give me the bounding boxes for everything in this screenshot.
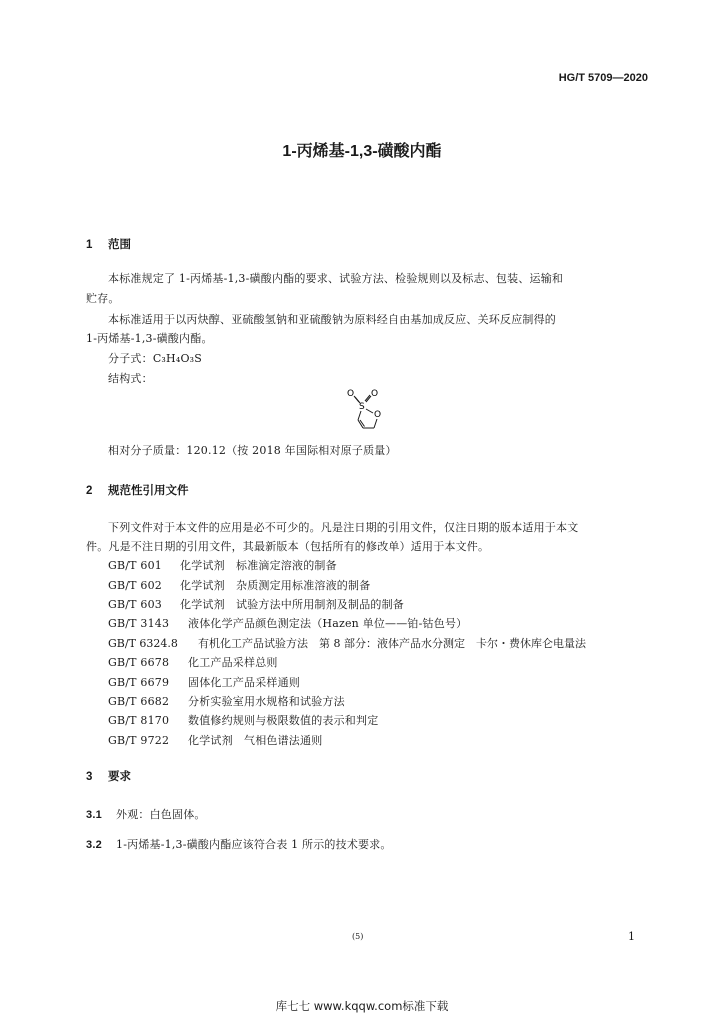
reference-code: GB/T 8170 xyxy=(108,714,170,727)
download-watermark: 库七七 www.kqqw.com标准下载 xyxy=(275,999,449,1013)
reference-title: 有机化工产品试验方法 第 8 部分：液体产品水分测定 卡尔・费休库仑电量法 xyxy=(198,637,586,650)
reference-code: GB/T 601 xyxy=(108,559,163,572)
structural-formula xyxy=(336,384,396,434)
clause-3-2 xyxy=(86,836,392,852)
clause-3-1 xyxy=(86,806,206,822)
reference-title: 化工产品采样总则 xyxy=(188,656,278,669)
section-number: 2 xyxy=(86,485,93,497)
scope-paragraph-2-line-1: 本标准适用于以丙炔醇、亚硫酸氢钠和亚硫酸钠为原料经自由基加成反应、关环反应制得的 xyxy=(108,313,556,326)
reference-code: GB/T 602 xyxy=(108,579,163,592)
reference-item xyxy=(108,732,322,748)
reference-title: 分析实验室用水规格和试验方法 xyxy=(188,695,345,708)
section-number: 1 xyxy=(86,239,93,251)
references-intro-line-2: 件。凡是不注日期的引用文件，其最新版本（包括所有的修改单）适用于本文件。 xyxy=(86,540,490,553)
reference-item xyxy=(108,635,586,651)
section-title: 规范性引用文件 xyxy=(108,485,189,497)
clause-number: 3.2 xyxy=(86,839,102,851)
atom-oxygen-ring: O xyxy=(374,410,382,420)
reference-item xyxy=(108,596,404,612)
header-standard-code: HG/T 5709—2020 xyxy=(558,72,648,84)
references-intro-line-1: 下列文件对于本文件的应用是必不可少的。凡是注日期的引用文件，仅注日期的版本适用于本文 xyxy=(108,521,579,534)
reference-code: GB/T 6679 xyxy=(108,676,170,689)
section-title: 要求 xyxy=(108,771,131,783)
reference-item xyxy=(108,557,337,573)
reference-title: 化学试剂 杂质测定用标准溶液的制备 xyxy=(180,579,371,592)
sheet-marker: (5) xyxy=(352,932,364,941)
atom-oxygen-right: O xyxy=(371,389,379,399)
reference-code: GB/T 9722 xyxy=(108,734,170,747)
page-number: 1 xyxy=(628,930,635,943)
reference-title: 固体化工产品采样通则 xyxy=(188,676,300,689)
reference-item xyxy=(108,615,467,631)
reference-title: 液体化学产品颜色测定法（Hazen 单位——铂-钴色号） xyxy=(188,617,468,630)
clause-text: 外观：白色固体。 xyxy=(116,808,206,821)
section-3-heading xyxy=(86,768,131,784)
reference-code: GB/T 6682 xyxy=(108,695,170,708)
scope-paragraph-1-line-1: 本标准规定了 1-丙烯基-1,3-磺酸内酯的要求、试验方法、检验规则以及标志、包装、运输和 xyxy=(108,272,564,285)
atom-sulfur: S xyxy=(359,402,365,412)
reference-item xyxy=(108,693,345,709)
reference-title: 化学试剂 试验方法中所用制剂及制品的制备 xyxy=(180,598,404,611)
reference-code: GB/T 603 xyxy=(108,598,163,611)
scope-paragraph-2-line-2: 1-丙烯基-1,3-磺酸内酯。 xyxy=(86,332,213,345)
reference-title: 化学试剂 标准滴定溶液的制备 xyxy=(180,559,337,572)
clause-text: 1-丙烯基-1,3-磺酸内酯应该符合表 1 所示的技术要求。 xyxy=(116,838,392,851)
reference-item xyxy=(108,654,278,670)
relative-molecular-mass: 相对分子质量：120.12（按 2018 年国际相对原子质量） xyxy=(108,444,397,457)
reference-code: GB/T 3143 xyxy=(108,617,170,630)
reference-item xyxy=(108,674,300,690)
reference-title: 数值修约规则与极限数值的表示和判定 xyxy=(188,714,379,727)
section-number: 3 xyxy=(86,771,93,783)
molecular-formula xyxy=(108,350,202,366)
section-title: 范围 xyxy=(108,239,131,251)
scope-paragraph-1-line-2: 贮存。 xyxy=(86,292,120,305)
reference-item xyxy=(108,712,378,728)
formula-label: 分子式： xyxy=(108,352,153,365)
reference-title: 化学试剂 气相色谱法通则 xyxy=(188,734,323,747)
formula-value: C₃H₄O₃S xyxy=(152,352,203,365)
reference-code: GB/T 6678 xyxy=(108,656,170,669)
atom-oxygen-left: O xyxy=(347,389,355,399)
reference-item xyxy=(108,577,370,593)
clause-number: 3.1 xyxy=(86,809,102,821)
document-title: 1-丙烯基-1,3-磺酸内酯 xyxy=(282,143,442,160)
section-2-heading xyxy=(86,482,189,498)
structure-label: 结构式： xyxy=(108,372,153,385)
section-1-heading xyxy=(86,236,131,252)
reference-code: GB/T 6324.8 xyxy=(108,637,178,650)
